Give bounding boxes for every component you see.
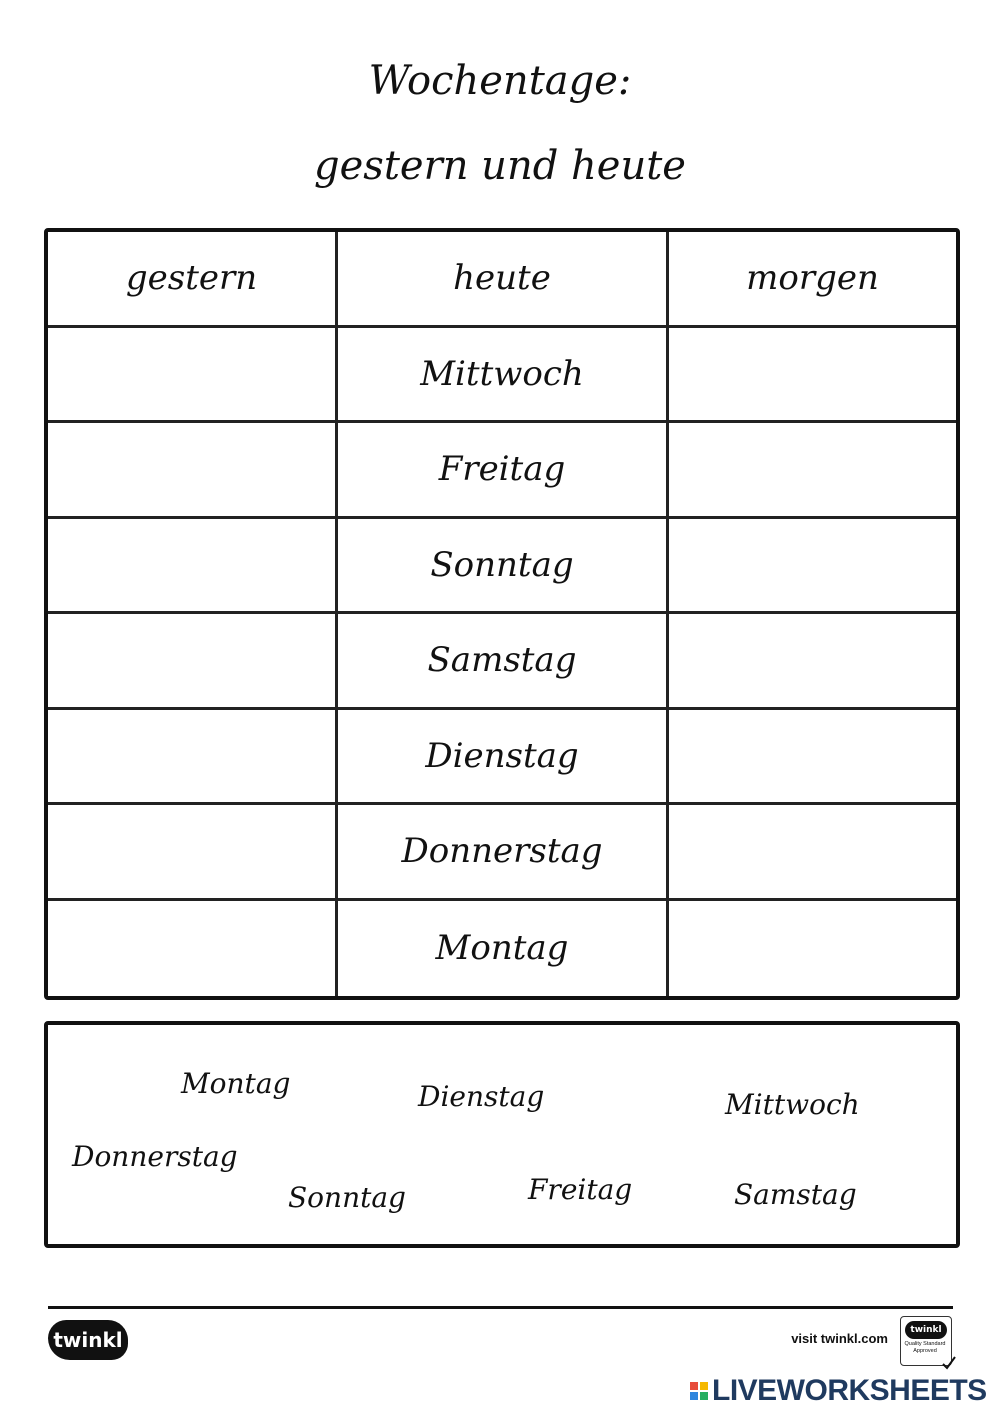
- cell-heute-7: Montag: [338, 901, 669, 997]
- cell-gestern-6[interactable]: [48, 805, 338, 901]
- word-bank-item[interactable]: Samstag: [734, 1178, 857, 1211]
- cell-morgen-3[interactable]: [669, 519, 956, 615]
- cell-morgen-1[interactable]: [669, 328, 956, 424]
- cell-morgen-2[interactable]: [669, 423, 956, 519]
- cell-heute-2: Freitag: [338, 423, 669, 519]
- visit-link[interactable]: visit twinkl.com: [791, 1331, 888, 1346]
- cell-gestern-1[interactable]: [48, 328, 338, 424]
- cell-morgen-7[interactable]: [669, 901, 956, 997]
- word-bank-item[interactable]: Freitag: [528, 1173, 633, 1206]
- badge-line-2: Approved: [913, 1348, 937, 1354]
- twinkl-logo: twinkl: [48, 1320, 128, 1360]
- word-bank-item[interactable]: Mittwoch: [725, 1088, 860, 1121]
- word-bank-item[interactable]: Sonntag: [288, 1181, 406, 1214]
- word-bank-item[interactable]: Donnerstag: [72, 1140, 238, 1173]
- cell-gestern-5[interactable]: [48, 710, 338, 806]
- watermark-text: LIVEWORKSHEETS: [712, 1374, 987, 1407]
- word-bank-item[interactable]: Montag: [181, 1067, 291, 1100]
- cell-morgen-4[interactable]: [669, 614, 956, 710]
- cell-heute-5: Dienstag: [338, 710, 669, 806]
- badge-text: [901, 1341, 949, 1355]
- header-gestern: gestern: [48, 232, 338, 328]
- cell-heute-4: Samstag: [338, 614, 669, 710]
- checkmark-icon: [941, 1355, 957, 1371]
- quality-badge: [900, 1316, 952, 1366]
- weekday-table: [44, 228, 960, 1000]
- cell-gestern-4[interactable]: [48, 614, 338, 710]
- cell-morgen-5[interactable]: [669, 710, 956, 806]
- header-morgen: morgen: [669, 232, 956, 328]
- cell-gestern-7[interactable]: [48, 901, 338, 997]
- page-subtitle: gestern und heute: [314, 143, 686, 189]
- word-bank-item[interactable]: Dienstag: [418, 1080, 545, 1113]
- word-bank: [44, 1021, 960, 1248]
- page-title: Wochentage:: [368, 58, 632, 104]
- badge-logo: twinkl: [905, 1321, 947, 1339]
- header-heute: heute: [338, 232, 669, 328]
- cell-gestern-3[interactable]: [48, 519, 338, 615]
- liveworksheets-logo-icon: [690, 1382, 708, 1400]
- cell-morgen-6[interactable]: [669, 805, 956, 901]
- cell-gestern-2[interactable]: [48, 423, 338, 519]
- cell-heute-3: Sonntag: [338, 519, 669, 615]
- badge-line-1: Quality Standard: [904, 1341, 946, 1347]
- footer-divider: [48, 1306, 953, 1309]
- liveworksheets-watermark: [690, 1374, 990, 1408]
- cell-heute-6: Donnerstag: [338, 805, 669, 901]
- cell-heute-1: Mittwoch: [338, 328, 669, 424]
